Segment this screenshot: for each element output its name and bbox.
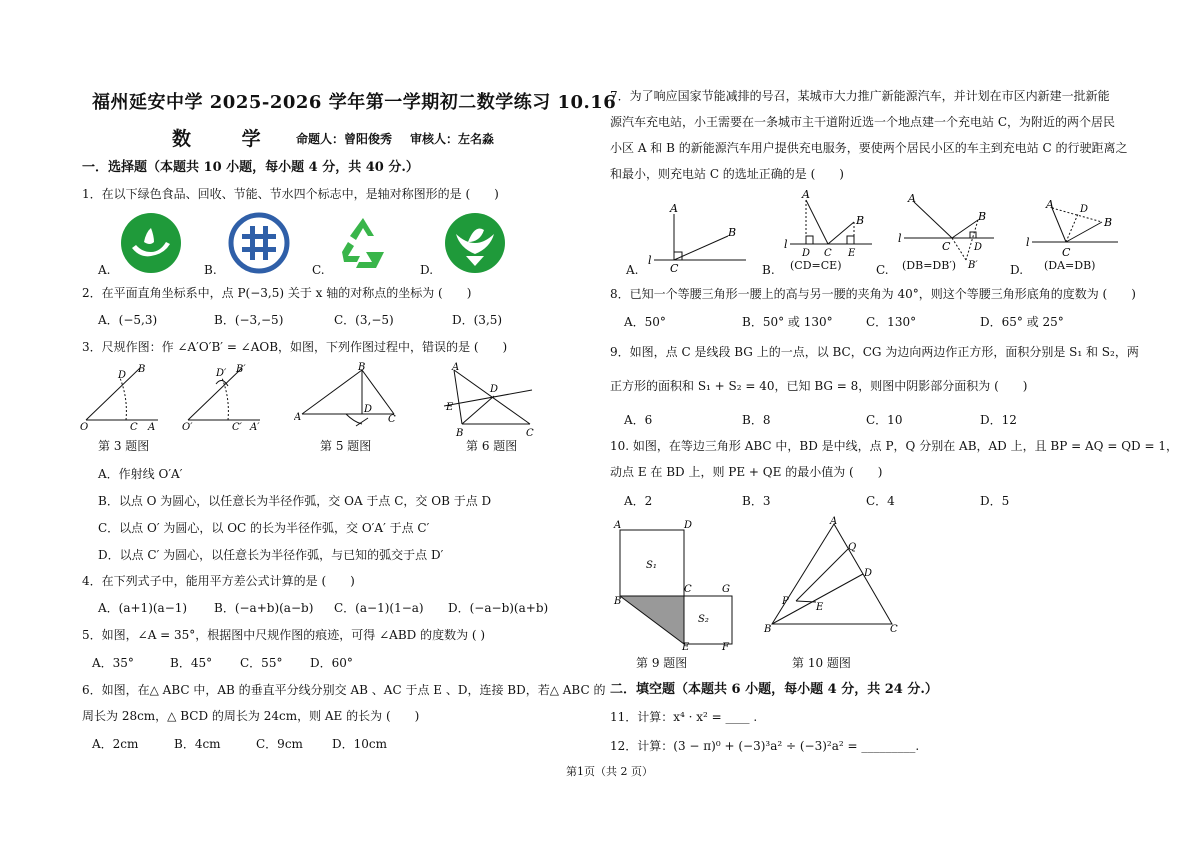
q7-figure-b-note: (CD=CE) bbox=[790, 259, 842, 272]
svg-text:A: A bbox=[294, 412, 302, 423]
recycle-logo-icon bbox=[332, 212, 394, 274]
q7-option-d: D. bbox=[1010, 263, 1024, 277]
q4-option-c: C．(a−1)(1−a) bbox=[334, 601, 424, 615]
q5-stem: 5．如图，∠A = 35°，根据图中尺规作图的痕迹，可得 ∠ABD 的度数为 ( ) bbox=[82, 628, 486, 642]
svg-text:F: F bbox=[722, 642, 729, 650]
q8-option-d: D．65° 或 25° bbox=[980, 315, 1064, 329]
q3-option-d: D．以点 C′ 为圆心，以任意长为半径作弧，与已知的弧交于点 D′ bbox=[98, 548, 444, 562]
svg-text:C: C bbox=[526, 428, 534, 438]
q9-stem-line1: 9．如图，点 C 是线段 BG 上的一点，以 BC，CG 为边向两边作正方形，面积分别是 S₁ 和 S₂，两 bbox=[610, 345, 1139, 359]
q6-option-b: B．4cm bbox=[174, 737, 221, 751]
q7-figure-d-note: (DA=DB) bbox=[1044, 259, 1096, 272]
q6-figure-triangle bbox=[440, 362, 540, 438]
svg-text:C: C bbox=[130, 422, 138, 433]
q2-option-b: B．(−3,−5) bbox=[214, 313, 284, 327]
q7-option-c: C. bbox=[876, 263, 889, 277]
svg-text:C: C bbox=[824, 248, 832, 259]
svg-text:D: D bbox=[684, 520, 693, 531]
q3-figure-caption: 第 3 题图 bbox=[98, 439, 150, 453]
svg-text:B: B bbox=[856, 214, 865, 227]
svg-text:A: A bbox=[802, 188, 810, 201]
svg-text:D′: D′ bbox=[216, 368, 227, 379]
svg-text:A′: A′ bbox=[250, 422, 260, 433]
svg-text:D: D bbox=[974, 242, 983, 253]
svg-text:A: A bbox=[148, 422, 156, 433]
q9-figure-caption: 第 9 题图 bbox=[636, 656, 688, 670]
svg-text:A: A bbox=[830, 516, 838, 527]
q6-option-d: D．10cm bbox=[332, 737, 387, 751]
svg-text:A: A bbox=[908, 192, 916, 205]
svg-text:B: B bbox=[764, 624, 772, 635]
q7-figure-a bbox=[644, 196, 750, 276]
svg-text:C: C bbox=[890, 624, 898, 635]
q4-stem: 4．在下列式子中，能用平方差公式计算的是 ( ) bbox=[82, 574, 355, 588]
q9-option-b: B．8 bbox=[742, 413, 771, 427]
q10-figure-triangle bbox=[762, 516, 902, 638]
q2-option-d: D．(3,5) bbox=[452, 313, 503, 327]
q9-option-d: D．12 bbox=[980, 413, 1017, 427]
svg-text:B: B bbox=[1104, 216, 1113, 229]
q11-stem: 11．计算：x⁴ · x² = ____ . bbox=[610, 710, 758, 724]
svg-text:l: l bbox=[784, 238, 788, 251]
q6-option-a: A．2cm bbox=[92, 737, 139, 751]
q7-stem-line1: 7．为了响应国家节能减排的号召，某城市大力推广新能源汽车，并计划在市区内新建一批新能 bbox=[610, 89, 1110, 103]
svg-text:l: l bbox=[898, 232, 902, 245]
q2-option-c: C．(3,−5) bbox=[334, 313, 394, 327]
q8-option-a: A．50° bbox=[624, 315, 666, 329]
svg-text:D: D bbox=[1080, 204, 1089, 215]
q1-option-d: D. bbox=[420, 263, 434, 277]
q1-option-a: A. bbox=[98, 263, 111, 277]
q8-option-c: C．130° bbox=[866, 315, 917, 329]
svg-text:B′: B′ bbox=[968, 260, 978, 270]
svg-text:A: A bbox=[1046, 198, 1054, 211]
q10-option-b: B．3 bbox=[742, 494, 771, 508]
svg-text:S₂: S₂ bbox=[698, 614, 709, 625]
q6-stem-line2: 周长为 28cm，△ BCD 的周长为 24cm，则 AE 的长为 ( ) bbox=[82, 709, 420, 723]
svg-text:P: P bbox=[782, 596, 789, 607]
q3-option-a: A．作射线 O′A′ bbox=[98, 467, 183, 481]
subject-title: 数 学 bbox=[172, 128, 283, 150]
svg-text:B: B bbox=[138, 364, 146, 375]
svg-text:D: D bbox=[364, 404, 373, 415]
q2-stem: 2．在平面直角坐标系中，点 P(−3,5) 关于 x 轴的对称点的坐标为 ( ) bbox=[82, 286, 472, 300]
svg-text:C: C bbox=[670, 262, 679, 275]
svg-text:S₁: S₁ bbox=[646, 560, 657, 571]
q5-option-a: A．35° bbox=[92, 656, 134, 670]
q3-option-b: B．以点 O 为圆心，以任意长为半径作弧，交 OA 于点 C，交 OB 于点 D bbox=[98, 494, 492, 508]
green-food-logo-icon bbox=[120, 212, 182, 274]
q7-stem-line4: 和最小，则充电站 C 的选址正确的是 ( ) bbox=[610, 167, 844, 181]
q7-option-a: A. bbox=[626, 263, 639, 277]
q10-option-c: C．4 bbox=[866, 494, 895, 508]
q3-figure-copy-angle bbox=[180, 362, 270, 434]
q8-option-b: B．50° 或 130° bbox=[742, 315, 833, 329]
q7-stem-line3: 小区 A 和 B 的新能源汽车用户提供充电服务，要使两个居民小区的车主到充电站 C 的行驶距离之 bbox=[610, 141, 1128, 155]
q5-figure-caption: 第 5 题图 bbox=[320, 439, 372, 453]
q1-option-c: C. bbox=[312, 263, 325, 277]
q6-option-c: C．9cm bbox=[256, 737, 303, 751]
svg-text:O′: O′ bbox=[182, 422, 193, 433]
svg-text:A: A bbox=[670, 202, 678, 215]
q5-option-c: C．55° bbox=[240, 656, 283, 670]
q4-option-a: A．(a+1)(a−1) bbox=[98, 601, 188, 615]
svg-text:l: l bbox=[1026, 236, 1030, 249]
svg-text:B: B bbox=[728, 226, 737, 239]
q9-option-a: A．6 bbox=[624, 413, 653, 427]
svg-text:D: D bbox=[490, 384, 499, 395]
exam-title: 福州延安中学 2025-2026 学年第一学期初二数学练习 10.16 bbox=[92, 92, 617, 113]
svg-text:C: C bbox=[942, 240, 951, 253]
q7-stem-line2: 源汽车充电站，小王需要在一条城市主干道附近选一个地点建一个充电站 C，为附近的两个居民 bbox=[610, 115, 1115, 129]
q8-stem: 8．已知一个等腰三角形一腰上的高与另一腰的夹角为 40°，则这个等腰三角形底角的度数为 ( ) bbox=[610, 287, 1136, 301]
svg-text:E: E bbox=[682, 642, 690, 650]
q6-stem-line1: 6．如图，在△ ABC 中，AB 的垂直平分线分别交 AB 、AC 于点 E 、D，连接 BD，若△ ABC 的 bbox=[82, 683, 606, 697]
q10-stem-line2: 动点 E 在 BD 上，则 PE + QE 的最小值为 ( ) bbox=[610, 465, 883, 479]
svg-text:B: B bbox=[978, 210, 987, 223]
section1-heading: 一．选择题（本题共 10 小题，每小题 4 分，共 40 分.） bbox=[82, 160, 419, 175]
svg-text:D: D bbox=[802, 248, 811, 259]
q5-figure-triangle bbox=[294, 362, 404, 436]
q9-figure-squares bbox=[610, 518, 740, 650]
section2-heading: 二．填空题（本题共 6 小题，每小题 4 分，共 24 分.） bbox=[610, 682, 938, 697]
q1-option-b: B. bbox=[204, 263, 217, 277]
svg-text:B: B bbox=[614, 596, 622, 607]
svg-text:B: B bbox=[358, 362, 366, 373]
q2-option-a: A．(−5,3) bbox=[98, 313, 158, 327]
svg-text:D: D bbox=[864, 568, 873, 579]
water-saving-logo-icon bbox=[228, 212, 290, 274]
q3-stem: 3．尺规作图：作 ∠A′O′B′ = ∠AOB，如图，下列作图过程中，错误的是 ( ) bbox=[82, 340, 508, 354]
svg-text:G: G bbox=[722, 584, 730, 595]
svg-text:E: E bbox=[848, 248, 856, 259]
q9-option-c: C．10 bbox=[866, 413, 903, 427]
svg-text:Q: Q bbox=[848, 542, 857, 553]
q7-option-b: B. bbox=[762, 263, 775, 277]
svg-text:B′: B′ bbox=[236, 364, 246, 375]
q5-option-b: B．45° bbox=[170, 656, 213, 670]
svg-text:C: C bbox=[684, 584, 692, 595]
q5-option-d: D．60° bbox=[310, 656, 353, 670]
q7-figure-c-note: (DB=DB′) bbox=[902, 259, 957, 272]
q4-option-d: D．(−a−b)(a+b) bbox=[448, 601, 549, 615]
svg-text:E: E bbox=[816, 602, 824, 613]
svg-text:D: D bbox=[118, 370, 127, 381]
energy-saving-logo-icon bbox=[444, 212, 506, 274]
q1-stem: 1．在以下绿色食品、回收、节能、节水四个标志中，是轴对称图形的是 ( ) bbox=[82, 187, 499, 201]
svg-text:l: l bbox=[648, 254, 652, 267]
svg-text:C′: C′ bbox=[232, 422, 242, 433]
q10-stem-line1: 10. 如图，在等边三角形 ABC 中，BD 是中线，点 P，Q 分别在 AB，AD 上，且 BP = AQ = QD = 1， bbox=[610, 439, 1178, 453]
author-label: 命题人：曾阳俊秀 bbox=[296, 132, 393, 146]
q9-stem-line2: 正方形的面积和 S₁ + S₂ = 40，已知 BG = 8，则图中阴影部分面积为 ( ) bbox=[610, 379, 1028, 393]
svg-text:E: E bbox=[446, 402, 454, 413]
q4-option-b: B．(−a+b)(a−b) bbox=[214, 601, 314, 615]
svg-text:A: A bbox=[452, 362, 460, 373]
q10-option-a: A．2 bbox=[624, 494, 653, 508]
q3-figure-original-angle bbox=[78, 362, 168, 434]
q6-figure-caption: 第 6 题图 bbox=[466, 439, 518, 453]
q12-stem: 12．计算：(3 − π)⁰ + (−3)³a² ÷ (−3)²a² = _________. bbox=[610, 739, 920, 753]
page-footer: 第1页（共 2 页） bbox=[566, 765, 653, 778]
svg-text:C: C bbox=[388, 414, 396, 425]
q10-figure-caption: 第 10 题图 bbox=[792, 656, 851, 670]
svg-text:O: O bbox=[80, 422, 89, 433]
svg-text:A: A bbox=[614, 520, 622, 531]
reviewer-label: 审核人：左名淼 bbox=[410, 132, 495, 146]
q7-figure-d bbox=[1024, 196, 1120, 266]
svg-text:C: C bbox=[1062, 246, 1071, 259]
svg-text:B: B bbox=[456, 428, 464, 438]
q3-option-c: C．以点 O′ 为圆心，以 OC 的长为半径作弧，交 O′A′ 于点 C′ bbox=[98, 521, 430, 535]
q10-option-d: D．5 bbox=[980, 494, 1010, 508]
